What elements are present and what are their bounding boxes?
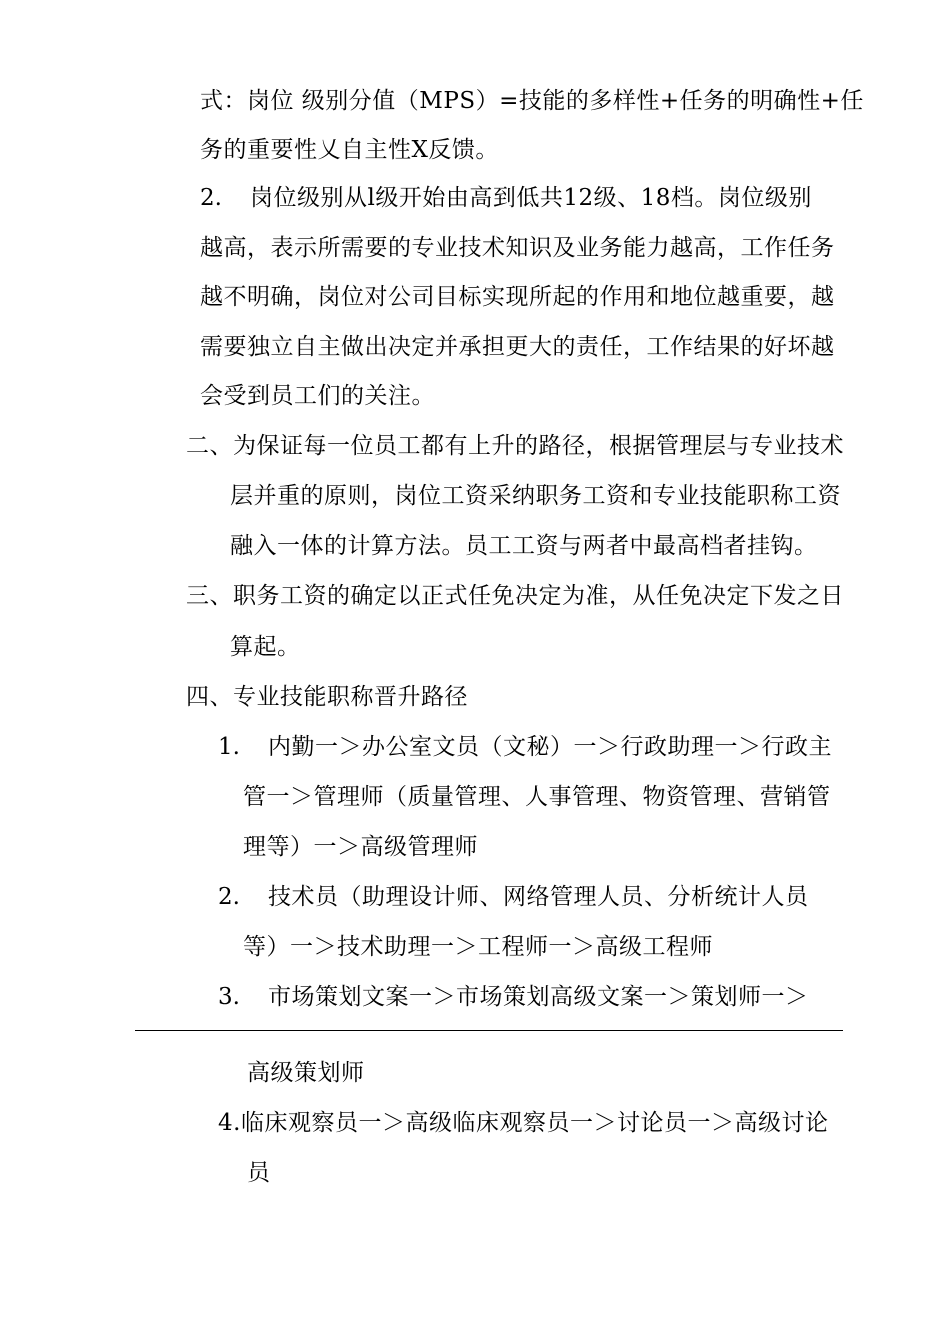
path-4-line-1: 4.临床观察员一＞高级临床观察员一＞讨论员一＞高级讨论 [218,1110,829,1136]
section-4-heading: 四、专业技能职称晋升路径 [186,684,468,710]
section-2-line-3: 融入一体的计算方法。员工工资与两者中最高档者挂钩。 [230,533,818,559]
item-2-number: 2. [200,185,222,211]
formula-line-2: 务的重要性乂自主性X反馈。 [200,137,499,163]
section-2-line-2: 层并重的原则，岗位工资采纳职务工资和专业技能职称工资 [230,483,841,509]
path-3-number: 3. [218,984,240,1010]
item-2-line-2: 越高，表示所需要的专业技术知识及业务能力越高，工作任务 [200,235,835,261]
path-1-line-1: 内勤一＞办公室文员（文秘）一＞行政助理一＞行政主 [268,734,832,760]
item-2-line-3: 越不明确，岗位对公司目标实现所起的作用和地位越重要，越 [200,284,835,310]
section-2-line-1: 二、为保证每一位员工都有上升的路径，根据管理层与专业技术 [186,433,844,459]
path-2-number: 2. [218,884,240,910]
path-2-line-2: 等）一＞技术助理一＞工程师一＞高级工程师 [243,934,713,960]
path-3-line-2: 高级策划师 [247,1060,365,1086]
item-2-line-1: 岗位级别从l级开始由高到低共12级、18档。岗位级别 [250,185,812,211]
path-2-line-1: 技术员（助理设计师、网络管理人员、分析统计人员 [268,884,809,910]
page-break-rule [135,1030,843,1031]
item-2-line-5: 会受到员工们的关注。 [200,383,435,409]
section-3-line-2: 算起。 [230,634,301,660]
path-3-line-1: 市场策划文案一＞市场策划高级文案一＞策划师一＞ [268,984,809,1010]
path-4-line-2: 员 [247,1160,271,1186]
section-3-line-1: 三、职务工资的确定以正式任免决定为准，从任免决定下发之日 [186,583,844,609]
item-2-line-4: 需要独立自主做出决定并承担更大的责任，工作结果的好坏越 [200,334,835,360]
formula-line-1: 式：岗位 级别分值（MPS）=技能的多样性+任务的明确性+任 [200,88,864,114]
path-1-number: 1. [218,734,240,760]
path-1-line-2: 管一＞管理师（质量管理、人事管理、物资管理、营销管 [243,784,831,810]
path-1-line-3: 理等）一＞高级管理师 [243,834,478,860]
